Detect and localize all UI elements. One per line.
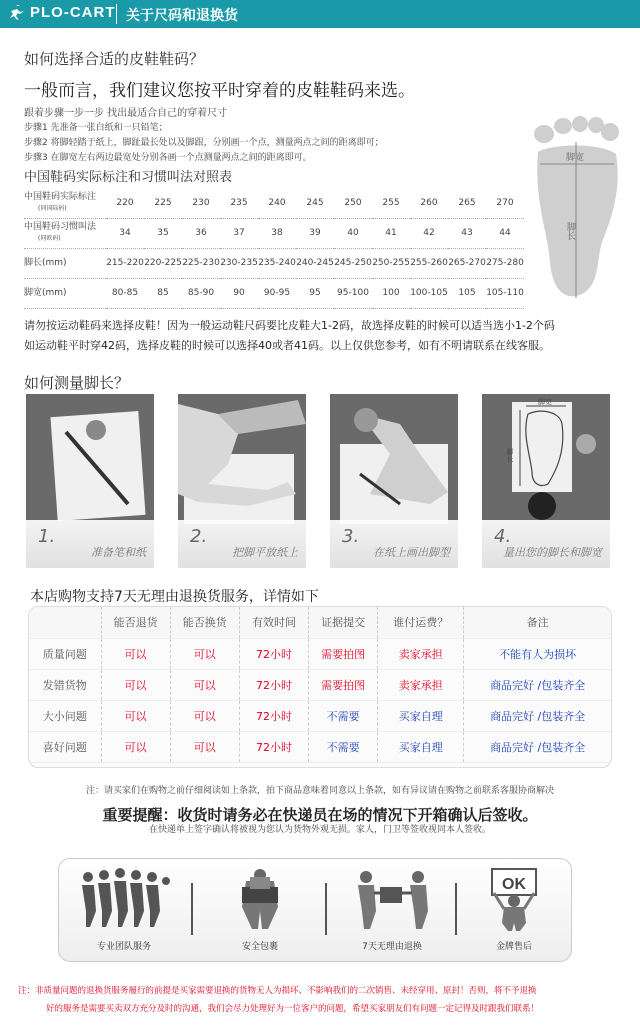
size-cell: 80-85 (106, 278, 144, 308)
photo-step-1 (26, 394, 154, 568)
size-cell: 220-225 (144, 248, 182, 278)
size-cell: 40 (334, 218, 372, 248)
service-cell: 可以 (170, 638, 239, 669)
size-row-label (24, 248, 106, 278)
size-cell: 265-270 (448, 248, 486, 278)
badge-divider (191, 883, 193, 935)
size-cell: 235 (220, 188, 258, 218)
ok-sign-icon (474, 867, 554, 931)
size-cell: 250-255 (372, 248, 410, 278)
badge-divider (455, 883, 457, 935)
service-row-label: 喜好问题 (29, 731, 101, 762)
service-cell: 不能有人为损坏 (464, 638, 611, 669)
service-header-cell: 备注 (464, 607, 611, 638)
service-cell: 72小时 (239, 638, 308, 669)
size-cell: 100-105 (410, 278, 448, 308)
size-cell: 265 (448, 188, 486, 218)
runner-logo-icon (8, 5, 26, 21)
size-table-title: 中国鞋码实际标注和习惯叫法对照表 (24, 170, 233, 185)
photo-2-caption: 把脚平放纸上 (232, 546, 298, 559)
foot-on-paper-icon (178, 394, 306, 524)
size-cell: 255-260 (410, 248, 448, 278)
size-cell: 275-280 (486, 248, 524, 278)
size-cell: 85 (144, 278, 182, 308)
service-badges (58, 858, 572, 962)
photo-4-width-label: 脚宽 (538, 398, 552, 406)
service-header-cell: 证据提交 (309, 607, 378, 638)
size-cell: 43 (448, 218, 486, 248)
photo-step-3 (330, 394, 458, 568)
service-header-row (29, 607, 611, 638)
service-cell: 不需要 (309, 731, 378, 762)
photo-step-4 (482, 394, 610, 568)
size-cell: 85-90 (182, 278, 220, 308)
size-guide-title: 如何选择合适的皮鞋鞋码？ (24, 50, 205, 68)
service-header-cell: 有效时间 (239, 607, 308, 638)
warning-note (18, 982, 624, 1018)
badge-aftersale (459, 867, 569, 957)
badge-aftersale-label: 金牌售后 (495, 942, 532, 952)
size-cell: 240-245 (296, 248, 334, 278)
badge-exchange-label: 7天无理由退换 (362, 942, 422, 952)
warning-line-2: 好的服务是需要买卖双方充分及时的沟通，我们会尽力处理好为一位客户的问题，希望买家朋友们有问题一定记得及时跟我们联系！ (46, 1004, 540, 1014)
service-note: 注：请买家们在购物之前仔细阅读如上条款，拍下商品意味着同意以上条款，如有异议请在购物之前联系客服协商解决 (85, 786, 554, 796)
size-table-row (24, 188, 524, 218)
size-cell: 260 (410, 188, 448, 218)
brand-logo (8, 4, 116, 21)
pencil-icon (56, 412, 136, 512)
service-header-cell: 能否换货 (170, 607, 239, 638)
photo-4-caption: 量出您的脚长和脚宽 (503, 546, 602, 559)
size-cell: 39 (296, 218, 334, 248)
service-cell: 需要拍图 (309, 669, 378, 700)
size-cell: 36 (182, 218, 220, 248)
size-cell: 230 (182, 188, 220, 218)
badge-team-label: 专业团队服务 (96, 942, 151, 952)
service-row-label: 大小问题 (29, 700, 101, 731)
size-row-label-text: 脚长(mm) (24, 257, 67, 268)
service-header-cell (29, 607, 101, 638)
size-cell: 245 (296, 188, 334, 218)
drawing-foot-icon (330, 394, 458, 524)
size-cell: 215-220 (106, 248, 144, 278)
team-icon (74, 867, 174, 931)
service-header-cell: 能否退货 (101, 607, 170, 638)
size-cell: 34 (106, 218, 144, 248)
step-2: 步骤2 将脚轻踏于纸上，脚趾最长处以及脚跟，分别画一个点，测量两点之间的距离即可； (24, 138, 384, 148)
size-cell: 245-250 (334, 248, 372, 278)
service-cell: 可以 (170, 700, 239, 731)
size-table-row (24, 278, 524, 308)
brand-logo-text: PLO-CART (30, 4, 116, 21)
reminder-prefix: 重要提醒： (102, 806, 178, 824)
service-table-wrap (28, 606, 612, 768)
service-cell: 可以 (170, 669, 239, 700)
measure-steps (24, 106, 384, 166)
photo-2-num: 2. (190, 526, 208, 547)
photo-3-caption: 在纸上画出脚型 (373, 546, 450, 559)
badge-package-label: 安全包裹 (241, 942, 278, 952)
photo-1-num: 1. (38, 526, 56, 547)
service-cell: 可以 (101, 638, 170, 669)
size-table-row (24, 248, 524, 278)
photo-4-length-label: 脚长 (506, 448, 514, 462)
size-cell: 225-230 (182, 248, 220, 278)
size-row-label-text: 中国鞋码实际标注 (24, 191, 97, 202)
badge-package (205, 867, 315, 957)
size-cell: 100 (372, 278, 410, 308)
service-row (29, 638, 611, 669)
steps-head: 跟着步骤一步一步 找出最适合自己的穿着尺寸 (24, 108, 228, 119)
size-row-label-text: 中国鞋码习惯叫法 (24, 222, 97, 232)
service-cell: 可以 (101, 669, 170, 700)
service-header-cell: 谁付运费？ (378, 607, 464, 638)
size-cell: 250 (334, 188, 372, 218)
size-cell: 38 (258, 218, 296, 248)
service-cell: 72小时 (239, 700, 308, 731)
service-cell: 可以 (101, 700, 170, 731)
size-cell: 270 (486, 188, 524, 218)
service-title: 本店购物支持7天无理由退换货服务，详情如下 (30, 589, 319, 605)
size-cell: 235-240 (258, 248, 296, 278)
service-cell: 卖家承担 (378, 638, 464, 669)
badge-exchange (337, 867, 447, 957)
foot-length-label: 脚长 (565, 222, 575, 240)
service-cell: 商品完好 /包装齐全 (464, 731, 611, 762)
size-cell: 105 (448, 278, 486, 308)
size-cell: 90 (220, 278, 258, 308)
measured-foot-icon (482, 394, 610, 524)
size-cell: 95 (296, 278, 334, 308)
size-row-sublabel: (同欧码) (38, 235, 61, 242)
service-cell: 卖家承担 (378, 669, 464, 700)
size-row-label (24, 218, 106, 248)
measure-photos (26, 394, 616, 568)
service-cell: 商品完好 /包装齐全 (464, 669, 611, 700)
size-cell: 105-110 (486, 278, 524, 308)
size-cell: 255 (372, 188, 410, 218)
size-cell: 220 (106, 188, 144, 218)
service-cell: 可以 (170, 731, 239, 762)
size-row-sublabel: (同国际码) (38, 204, 67, 212)
reminder-sub: 在快递单上签字确认将被视为您认为货物外观无损。家人，门卫等签收视同本人签收。 (148, 825, 491, 835)
photo-4-num: 4. (494, 526, 512, 547)
size-advice (24, 316, 624, 356)
size-guide-subtitle: 一般而言，我们建议您按平时穿着的皮鞋鞋码来选。 (24, 81, 415, 101)
header-bar (0, 0, 640, 28)
photo-1-caption: 准备笔和纸 (91, 546, 146, 559)
badge-divider (325, 883, 327, 935)
service-cell: 72小时 (239, 669, 308, 700)
step-1: 步骤1 先准备一张白纸和一只铅笔； (24, 123, 168, 133)
size-cell: 240 (258, 188, 296, 218)
warning-line-1: 注：非质量问题的退换货服务履行的前提是买家需要退换的货物无人为损坏、不影响我们的二次销售、未经穿用、原封！否则，将不予退换 (18, 986, 537, 996)
size-table-row (24, 218, 524, 248)
size-cell: 37 (220, 218, 258, 248)
step-3: 步骤3 在脚宽左右两边最宽处分别各画一个点测量两点之间的距离即可。 (24, 153, 312, 163)
exchange-icon (342, 867, 442, 931)
return-policy-table (29, 607, 611, 763)
size-cell: 95-100 (334, 278, 372, 308)
service-cell: 需要拍图 (309, 638, 378, 669)
size-row-label (24, 278, 106, 308)
badge-team (69, 867, 179, 957)
service-cell: 买家自理 (378, 700, 464, 731)
size-cell: 42 (410, 218, 448, 248)
size-cell: 35 (144, 218, 182, 248)
service-row (29, 731, 611, 762)
package-icon (220, 867, 300, 931)
size-cell: 90-95 (258, 278, 296, 308)
foot-diagram-icon (530, 112, 622, 302)
header-title: 关于尺码和退换货 (126, 8, 238, 24)
service-row-label: 发错货物 (29, 669, 101, 700)
advice-line-1: 请勿按运动鞋码来选择皮鞋！因为一般运动鞋尺码要比皮鞋大1-2码，故选择皮鞋的时候可以适当选小1-2个码 (24, 319, 555, 332)
size-cell: 230-235 (220, 248, 258, 278)
service-cell: 不需要 (309, 700, 378, 731)
service-row-label: 质量问题 (29, 638, 101, 669)
service-cell: 商品完好 /包装齐全 (464, 700, 611, 731)
advice-line-2: 如运动鞋平时穿42码，选择皮鞋的时候可以选择40或者41码。以上仅供您参考，如有不明请联系在线客服。 (24, 339, 550, 352)
foot-width-label: 脚宽 (566, 153, 585, 163)
size-cell: 44 (486, 218, 524, 248)
size-cell: 225 (144, 188, 182, 218)
service-row (29, 700, 611, 731)
photo-3-num: 3. (342, 526, 360, 547)
size-cell: 41 (372, 218, 410, 248)
photo-step-2 (178, 394, 306, 568)
measure-title: 如何测量脚长？ (24, 374, 130, 392)
ok-sign-text: OK (502, 876, 526, 893)
size-chart-table (24, 188, 524, 309)
reminder-body: 收货时请务必在快递员在场的情况下开箱确认后签收。 (177, 806, 538, 824)
size-row-label (24, 188, 106, 218)
service-cell: 可以 (101, 731, 170, 762)
service-cell: 买家自理 (378, 731, 464, 762)
size-row-label-text: 脚宽(mm) (24, 287, 67, 298)
service-row (29, 669, 611, 700)
service-cell: 72小时 (239, 731, 308, 762)
